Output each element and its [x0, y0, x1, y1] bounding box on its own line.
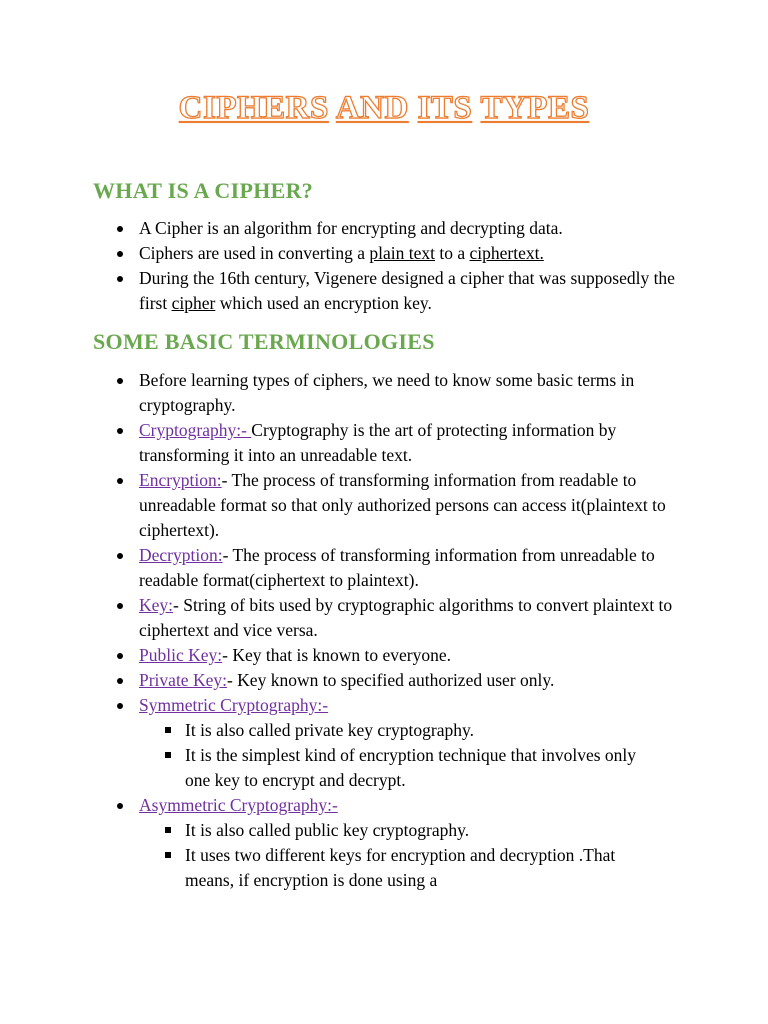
underlined-phrase: plain text [369, 243, 435, 263]
sub-list-item: It uses two different keys for encryption and decryption .That means, if encryption is done using a [139, 843, 645, 893]
term-label: Decryption: [139, 545, 223, 565]
term-label: Symmetric Cryptography:- [139, 695, 329, 715]
list-item-text: During the 16th century, Vigenere designed a cipher that was supposedly the first [139, 268, 675, 313]
term-definition: - The process of transforming information from unreadable to readable format(ciphertext to plaintext). [139, 545, 655, 590]
list-item [0, 216, 679, 241]
symmetric-sub-list [139, 718, 679, 793]
title-word: AND [335, 90, 409, 126]
list-item [0, 266, 679, 316]
term-definition: - Key that is known to everyone. [222, 645, 452, 665]
term-label: Public Key: [139, 645, 223, 665]
term-definition: - Key known to specified authorized user only. [226, 670, 555, 690]
section-heading-what-is-cipher: WHAT IS A CIPHER? [93, 178, 314, 203]
term-label: Cryptography:- [139, 420, 252, 440]
cipher-bullet-list [0, 216, 679, 316]
list-item-text: which used an encryption key. [215, 293, 432, 313]
list-item [0, 643, 679, 668]
list-item [0, 668, 679, 693]
term-definition: - String of bits used by cryptographic algorithms to convert plaintext to ciphertext and vice versa. [139, 595, 673, 640]
list-item [0, 693, 679, 793]
list-item [0, 368, 679, 418]
asymmetric-sub-list [139, 818, 679, 893]
sub-list-item: It is also called private key cryptography. [139, 718, 645, 743]
list-item-text: to a [434, 243, 470, 263]
terminology-bullet-list [0, 368, 679, 893]
title-word: ITS [417, 90, 473, 126]
list-item-text: Ciphers are used in converting a [139, 243, 370, 263]
list-item [0, 593, 679, 643]
term-label: Private Key: [139, 670, 227, 690]
term-definition: - The process of transforming information from readable to unreadable format so that only authorized persons can access it(plaintext to ciphertext). [139, 470, 666, 540]
term-definition: Cryptography is the art of protecting information by transforming it into an unreadable text. [139, 420, 617, 465]
title-word: CIPHERS [178, 90, 329, 126]
term-label: Encryption: [139, 470, 222, 490]
term-label: Key: [139, 595, 174, 615]
list-item [0, 793, 679, 893]
underlined-phrase: cipher [171, 293, 216, 313]
list-item [0, 241, 679, 266]
section-heading-terminologies: SOME BASIC TERMINOLOGIES [93, 329, 435, 354]
list-item [0, 418, 679, 468]
list-item [0, 543, 679, 593]
underlined-phrase: ciphertext. [469, 243, 544, 263]
title-word: TYPES [480, 90, 590, 126]
list-item-text: A Cipher is an algorithm for encrypting and decrypting data. [139, 218, 563, 238]
list-item [0, 468, 679, 543]
term-label: Asymmetric Cryptography:- [139, 795, 338, 815]
sub-list-item: It is also called public key cryptography. [139, 818, 645, 843]
document-title [0, 88, 768, 128]
sub-list-item: It is the simplest kind of encryption technique that involves only one key to encrypt and decrypt. [139, 743, 645, 793]
list-item-text: Before learning types of ciphers, we need to know some basic terms in cryptography. [139, 370, 635, 415]
